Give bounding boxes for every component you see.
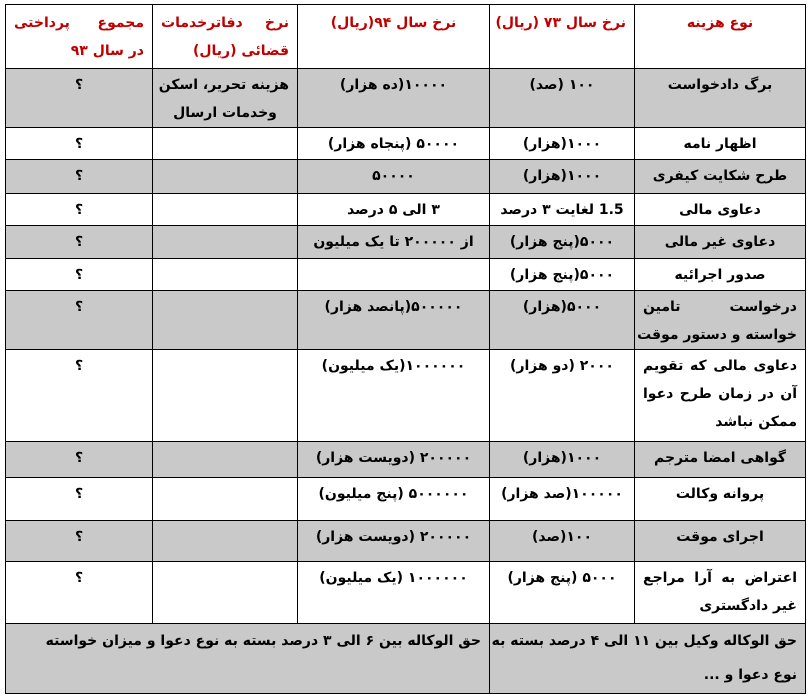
rate-1394-cell (298, 478, 490, 521)
header-rate-1394 (298, 5, 490, 69)
footer-text: نوع دعوا و ... (703, 667, 797, 683)
cell-text: آن در زمان طرح دعوا (643, 386, 797, 402)
cell-text: ؟ (74, 299, 84, 315)
cost-type-cell (635, 562, 806, 624)
rate-1373-cell (490, 226, 635, 259)
rate-1394-cell (298, 194, 490, 226)
rate-1373-cell (490, 259, 635, 291)
header-text: نرخ دفاترخدمات (161, 15, 289, 31)
cell-text: ۵۰۰۰ (پنج هزار) (507, 570, 617, 586)
cell-text: ؟ (74, 168, 84, 184)
judicial-office-rate-cell (153, 128, 298, 160)
cell-text: ۵۰۰۰۰ (372, 168, 415, 184)
cost-type-cell (635, 478, 806, 521)
total-1393-cell (6, 291, 153, 350)
lawyer-fee-1394-cell (6, 624, 490, 694)
header-text: مجموع پرداختی (14, 15, 144, 31)
rate-1373-cell (490, 478, 635, 521)
cell-text: ؟ (74, 136, 84, 152)
cell-text: ؟ (74, 570, 84, 586)
rate-1373-cell (490, 194, 635, 226)
cell-text: وخدمات ارسال (173, 105, 277, 121)
judicial-office-rate-cell (153, 69, 298, 128)
cost-type-cell (635, 128, 806, 160)
cell-text: پروانه وکالت (675, 486, 765, 502)
cost-type-cell (635, 194, 806, 226)
cost-type-cell (635, 69, 806, 128)
cell-text: ممکن نباشد (715, 414, 797, 430)
table-body (6, 69, 806, 624)
rate-1394-cell (298, 562, 490, 624)
judicial-office-rate-cell (153, 521, 298, 562)
cell-text: ؟ (74, 450, 84, 466)
cell-text: هزینه تحریر، اسکن (158, 77, 289, 93)
rate-1373-cell (490, 442, 635, 478)
cell-text: ؟ (74, 234, 84, 250)
rate-1394-cell (298, 291, 490, 350)
cell-text: درخواست تامین (643, 299, 797, 315)
judicial-office-rate-cell (153, 442, 298, 478)
cell-text: ۵۰۰۰(هزار) (522, 299, 602, 315)
cell-text: ۱۰۰(صد) (531, 529, 593, 545)
total-1393-cell (6, 226, 153, 259)
cost-type-cell (635, 521, 806, 562)
cell-text: ۵۰۰۰(پنج هزار) (509, 267, 615, 283)
lawyer-fee-1373-cell (490, 624, 806, 694)
cell-text: ۲۰۰۰۰۰ (دویست هزار) (315, 450, 472, 466)
rate-1394-cell (298, 69, 490, 128)
cell-text: ؟ (74, 202, 84, 218)
cell-text: دعاوی غیر مالی (664, 234, 776, 250)
cell-text: ۱۰۰۰(هزار) (522, 168, 602, 184)
judicial-office-rate-cell (153, 259, 298, 291)
cell-text: ؟ (74, 77, 84, 93)
rate-1394-cell (298, 259, 490, 291)
total-1393-cell (6, 194, 153, 226)
rate-1394-cell (298, 521, 490, 562)
cost-type-cell (635, 226, 806, 259)
cell-text: ۵۰۰۰(پنج هزار) (509, 234, 615, 250)
footer-row (6, 624, 806, 694)
total-1393-cell (6, 562, 153, 624)
rate-1373-cell (490, 69, 635, 128)
cell-text: ۱۰۰ (صد) (529, 77, 595, 93)
header-text: نرخ سال ۷۳ (ریال) (495, 15, 626, 31)
cost-type-cell (635, 160, 806, 194)
cell-text: ۲۰۰۰ (دو هزار) (510, 358, 614, 374)
total-1393-cell (6, 69, 153, 128)
cell-text: ؟ (74, 486, 84, 502)
cell-text: اجرای موقت (676, 529, 764, 545)
cell-text: خواسته و دستور موقت (637, 327, 797, 343)
header-cost-type (635, 5, 806, 69)
table-row (6, 128, 806, 160)
judicial-office-rate-cell (153, 194, 298, 226)
judicial-office-rate-cell (153, 226, 298, 259)
cell-text: دعاوی مالی (679, 202, 761, 218)
table-row (6, 478, 806, 521)
cell-text: گواهی امضا مترجم (653, 450, 786, 466)
header-text: نوع هزینه (686, 15, 754, 31)
cell-text: ۵۰۰۰۰۰(پانصد هزار) (324, 299, 463, 315)
cost-type-cell (635, 259, 806, 291)
rate-1373-cell (490, 521, 635, 562)
total-1393-cell (6, 128, 153, 160)
rate-1373-cell (490, 562, 635, 624)
footer-text: حق الوکاله وکیل بین ۱۱ الی ۴ درصد بسته به (491, 633, 797, 649)
judicial-office-rate-cell (153, 350, 298, 442)
cell-text: ۱۰۰۰(هزار) (522, 136, 602, 152)
table-row (6, 259, 806, 291)
cell-text: ۵۰۰۰۰۰۰ (پنج میلیون) (318, 486, 469, 502)
cell-text: ؟ (74, 529, 84, 545)
court-fee-table (5, 4, 806, 694)
header-text: قضائی (ریال) (192, 43, 289, 59)
table-row (6, 226, 806, 259)
judicial-office-rate-cell (153, 291, 298, 350)
header-total-1393 (6, 5, 153, 69)
cell-text: ۱۰۰۰(هزار) (522, 450, 602, 466)
rate-1394-cell (298, 442, 490, 478)
header-judicial-office-rate (153, 5, 298, 69)
rate-1394-cell (298, 160, 490, 194)
table-row (6, 521, 806, 562)
judicial-office-rate-cell (153, 160, 298, 194)
cell-text: ۱۰۰۰۰۰۰ (یک میلیون) (319, 570, 468, 586)
cell-text: ۵۰۰۰۰ (پنجاه هزار) (327, 136, 460, 152)
cost-type-cell (635, 291, 806, 350)
table-row (6, 194, 806, 226)
cell-text: ۲۰۰۰۰۰ (دویست هزار) (315, 529, 472, 545)
cell-text: ؟ (74, 267, 84, 283)
cell-text: دعاوی مالی که تقویم (643, 358, 797, 374)
cell-text: ۱۰۰۰۰(ده هزار) (339, 77, 448, 93)
table-row (6, 562, 806, 624)
total-1393-cell (6, 478, 153, 521)
table-row (6, 350, 806, 442)
cell-text: از ۲۰۰۰۰۰ تا یک میلیون (313, 234, 474, 250)
cost-type-cell (635, 350, 806, 442)
header-text: در سال ۹۳ (70, 43, 144, 59)
cell-text: طرح شکایت کیفری (652, 168, 788, 184)
total-1393-cell (6, 160, 153, 194)
rate-1373-cell (490, 350, 635, 442)
rate-1373-cell (490, 160, 635, 194)
cell-text: ۱۰۰۰۰۰۰(یک میلیون) (321, 358, 466, 374)
rate-1394-cell (298, 226, 490, 259)
table-row (6, 442, 806, 478)
table-row (6, 160, 806, 194)
total-1393-cell (6, 521, 153, 562)
rate-1394-cell (298, 350, 490, 442)
total-1393-cell (6, 259, 153, 291)
cell-text: ۳ الی ۵ درصد (347, 202, 440, 218)
footer-text: حق الوکاله بین ۶ الی ۳ درصد بسته به نوع دعوا و میزان خواسته (45, 633, 481, 649)
cell-text: ۱۰۰۰۰۰(صد هزار) (501, 486, 623, 502)
header-row (6, 5, 806, 69)
judicial-office-rate-cell (153, 478, 298, 521)
cell-text: غیر دادگستری (699, 598, 797, 614)
cost-type-cell (635, 442, 806, 478)
rate-1394-cell (298, 128, 490, 160)
cell-text: برگ دادخواست (667, 77, 773, 93)
header-rate-1373 (490, 5, 635, 69)
cell-text: صدور اجرائیه (674, 267, 766, 283)
header-text: نرخ سال ۹۴(ریال) (330, 15, 457, 31)
cell-text: 1.5 لغایت ۳ درصد (500, 202, 624, 218)
cell-text: ؟ (74, 358, 84, 374)
table-row (6, 69, 806, 128)
rate-1373-cell (490, 128, 635, 160)
table-row (6, 291, 806, 350)
total-1393-cell (6, 350, 153, 442)
judicial-office-rate-cell (153, 562, 298, 624)
total-1393-cell (6, 442, 153, 478)
cell-text: اعتراض به آرا مراجع (643, 570, 797, 586)
rate-1373-cell (490, 291, 635, 350)
cell-text: اظهار نامه (683, 136, 757, 152)
